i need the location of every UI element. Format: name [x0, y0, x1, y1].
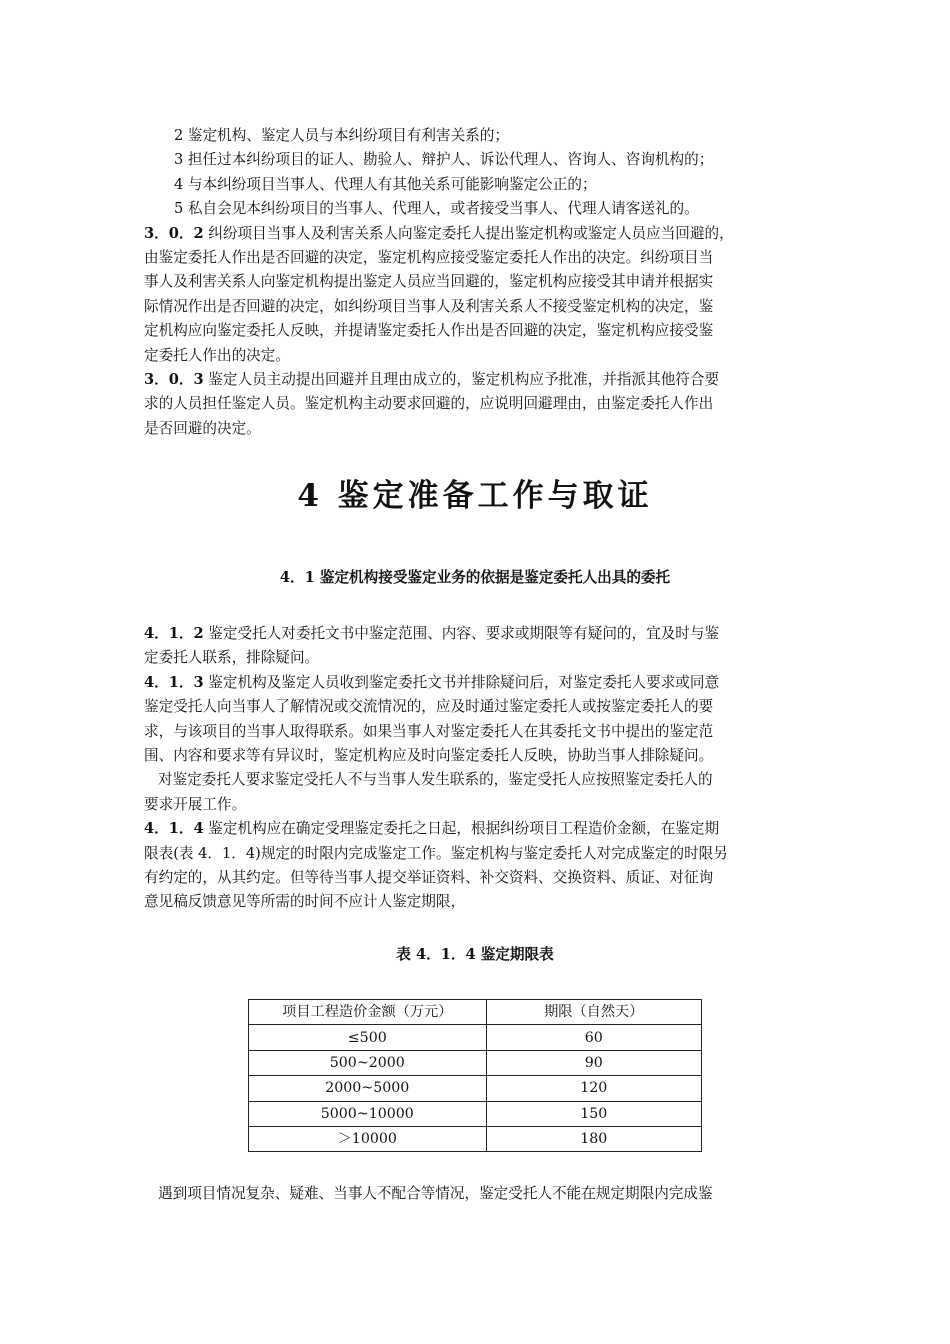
paragraph-line: 求，与该项目的当事人取得联系。如果当事人对鉴定委托人在其委托文书中提出的鉴定范: [144, 722, 714, 740]
table-cell: 60: [486, 1025, 701, 1050]
clause-text: 鉴定人员主动提出回避并且理由成立的，鉴定机构应予批准，并指派其他符合要: [208, 371, 720, 389]
paragraph-line: 有约定的，从其约定。但等待当事人提交举证资料、补交资料、交换资料、质证、对征询: [144, 869, 714, 887]
table-title: 表 4．1．4 鉴定期限表: [396, 946, 554, 963]
clause-414-line: [144, 817, 814, 841]
appraisal-period-table: [248, 999, 702, 1152]
clause-number: 4．1．2: [144, 625, 204, 642]
paragraph-line: 定委托人作出的决定。: [144, 346, 290, 364]
paragraph-line: 由鉴定委托人作出是否回避的决定，鉴定机构应接受鉴定委托人作出的决定。纠纷项目当: [144, 249, 714, 267]
paragraph-line: 对鉴定委托人要求鉴定受托人不与当事人发生联系的，鉴定受托人应按照鉴定委托人的: [158, 771, 713, 789]
table-header-cell: 期限（自然天）: [486, 1000, 701, 1025]
table-cell: 2000~5000: [249, 1076, 487, 1101]
clause-text: 鉴定机构及鉴定人员收到鉴定委托文书并排除疑问后，对鉴定委托人要求或同意: [208, 673, 720, 691]
paragraph-line: 际情况作出是否回避的决定，如纠纷项目当事人及利害关系人不接受鉴定机构的决定，鉴: [144, 297, 714, 315]
table-row: [249, 1076, 702, 1101]
paragraph-line: 是否回避的决定。: [144, 419, 261, 437]
paragraph-line: 求的人员担任鉴定人员。鉴定机构主动要求回避的，应说明回避理由，由鉴定委托人作出: [144, 395, 714, 413]
paragraph-line: 遇到项目情况复杂、疑难、当事人不配合等情况，鉴定受托人不能在规定期限内完成鉴: [158, 1185, 713, 1202]
section-4-1-body: [144, 622, 814, 915]
avoidance-conditions-list: [144, 124, 814, 441]
paragraph-line: 意见稿反馈意见等所需的时间不应计人鉴定期限，: [144, 893, 466, 911]
paragraph-line: 限表(表 4．1．4)规定的时限内完成鉴定工作。鉴定机构与鉴定委托人对完成鉴定的时限另: [144, 844, 728, 862]
table-cell: 5000~10000: [249, 1101, 487, 1126]
table-cell: 90: [486, 1050, 701, 1075]
list-item: 2 鉴定机构、鉴定人员与本纠纷项目有利害关系的；: [174, 127, 509, 144]
clause-413-line: [144, 671, 814, 695]
table-row: [249, 1050, 702, 1075]
table-header-row: [249, 1000, 702, 1025]
paragraph-line: 定委托人联系，排除疑问。: [144, 649, 320, 667]
paragraph-line: 定机构应向鉴定委托人反映，并提请鉴定委托人作出是否回避的决定，鉴定机构应接受鉴: [144, 322, 714, 340]
table-row: [249, 1126, 702, 1151]
clause-text: 鉴定机构应在确定受理鉴定委托之日起，根据纠纷项目工程造价金额，在鉴定期: [208, 820, 720, 838]
table-cell: 180: [486, 1126, 701, 1151]
clause-412-line: [144, 622, 814, 646]
table-cell: 500~2000: [249, 1050, 487, 1075]
list-item: 3 担任过本纠纷项目的证人、勘验人、辩护人、诉讼代理人、咨询人、咨询机构的；: [174, 151, 714, 169]
clause-text: 鉴定受托人对委托文书中鉴定范围、内容、要求或期限等有疑问的，宜及时与鉴: [208, 625, 720, 642]
paragraph-line: 要求开展工作。: [144, 795, 247, 813]
clause-302-line: [144, 222, 814, 246]
clause-303-line: [144, 368, 814, 392]
table-cell: ≤500: [249, 1025, 487, 1050]
paragraph-line: 围、内容和要求等有异议时，鉴定机构应及时向鉴定委托人反映，协助当事人排除疑问。: [144, 747, 714, 765]
list-item: 5 私自会见本纠纷项目的当事人、代理人，或者接受当事人、代理人请客送礼的。: [174, 200, 699, 218]
table-header-cell: 项目工程造价金额（万元）: [249, 1000, 487, 1025]
list-item: 4 与本纠纷项目当事人、代理人有其他关系可能影响鉴定公正的；: [174, 175, 597, 193]
section-title: 4．1 鉴定机构接受鉴定业务的依据是鉴定委托人出具的委托: [279, 569, 671, 586]
table-row: [249, 1101, 702, 1126]
table-cell: 150: [486, 1101, 701, 1126]
bottom-paragraph: [144, 1182, 814, 1206]
chapter-title: 4 鉴定准备工作与取证: [297, 478, 653, 514]
table-row: [249, 1025, 702, 1050]
paragraph-line: 事人及利害关系人向鉴定机构提出鉴定人员应当回避的，鉴定机构应接受其申请并根据实: [144, 273, 714, 291]
clause-number: 4．1．3: [144, 673, 204, 691]
clause-text: 纠纷项目当事人及利害关系人向鉴定委托人提出鉴定机构或鉴定人员应当回避的，: [208, 224, 734, 242]
table-cell: ＞10000: [249, 1126, 487, 1151]
clause-number: 3．0．2: [144, 224, 204, 242]
paragraph-line: 鉴定受托人向当事人了解情况或交流情况的，应及时通过鉴定委托人或按鉴定委托人的要: [144, 698, 714, 716]
clause-number: 4．1．4: [144, 820, 204, 838]
clause-number: 3．0．3: [144, 371, 204, 389]
table-cell: 120: [486, 1076, 701, 1101]
